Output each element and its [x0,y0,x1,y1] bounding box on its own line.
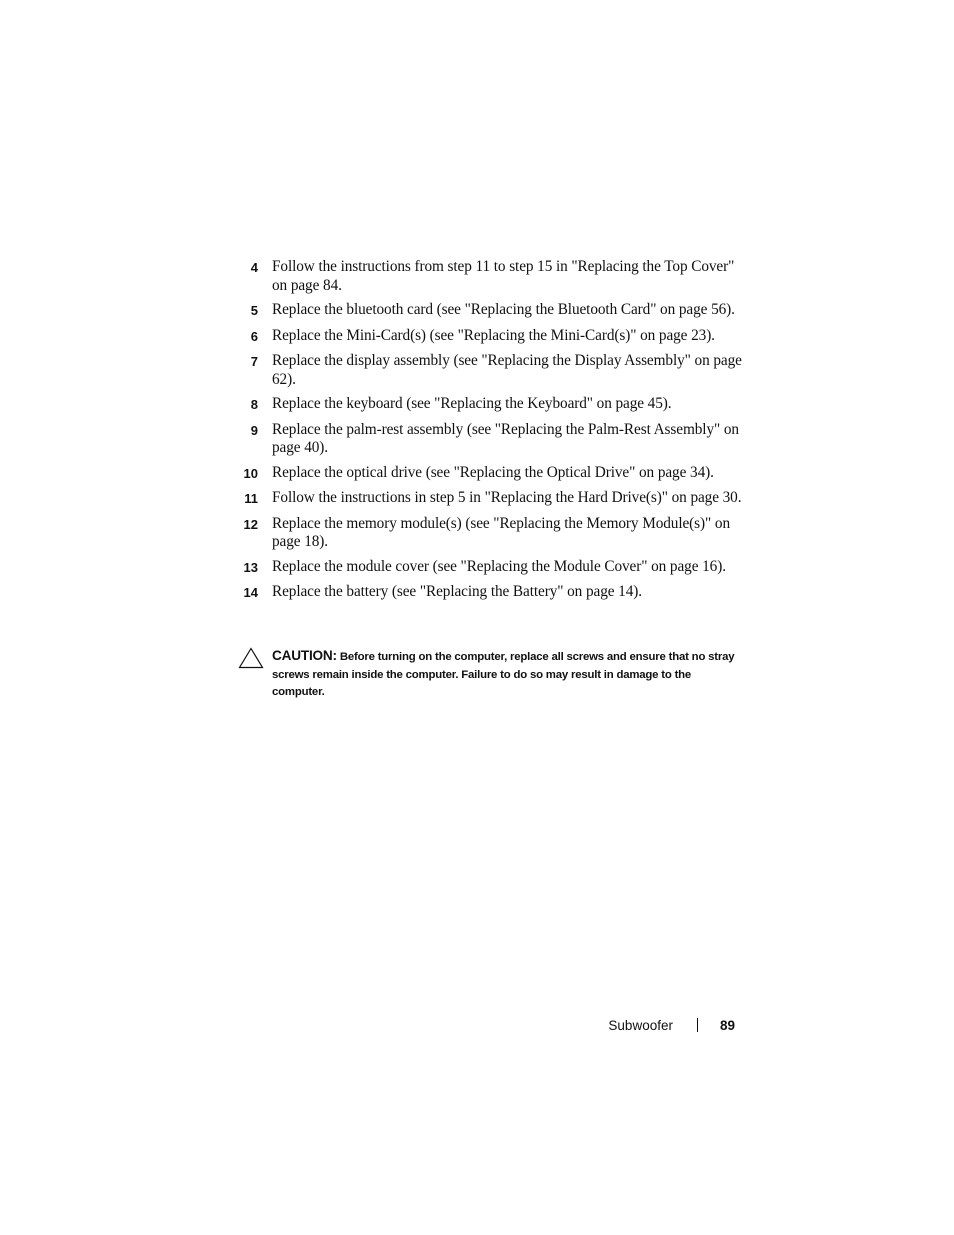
caution-label: CAUTION: [272,648,337,663]
step-text: Replace the display assembly (see "Replacing the Display Assembly" on page 62). [272,352,742,388]
step-number: 11 [244,491,258,506]
step-number: 7 [250,354,258,369]
step-text: Follow the instructions in step 5 in "Replacing the Hard Drive(s)" on page 30. [272,489,742,506]
step-text: Replace the keyboard (see "Replacing the Keyboard" on page 45). [272,395,672,412]
step-text: Replace the battery (see "Replacing the Battery" on page 14). [272,583,642,600]
step-number: 6 [250,328,258,344]
step-number: 5 [250,303,258,318]
step-text: Replace the palm-rest assembly (see "Replacing the Palm-Rest Assembly" on page 40). [272,420,739,456]
step-number: 4 [250,260,258,275]
step-item [232,464,752,484]
page-number: 89 [719,1017,735,1033]
step-item [232,258,752,295]
step-number: 14 [243,585,258,600]
footer-section-title: Subwoofer [608,1017,673,1033]
step-number: 13 [243,559,258,575]
step-text: Replace the memory module(s) (see "Replacing the Memory Module(s)" on page 18). [272,514,730,550]
step-number: 9 [250,422,258,438]
caution-body [272,647,738,702]
step-number: 10 [243,465,258,481]
step-number: 8 [250,397,258,412]
step-text: Replace the module cover (see "Replacing the Module Cover" on page 16). [272,557,726,575]
page-footer [560,1015,735,1035]
step-number: 12 [243,516,258,532]
procedure-steps [232,258,752,609]
step-item [232,489,752,509]
step-item [232,327,752,347]
footer-separator [697,1018,698,1032]
step-item [232,395,752,415]
step-text: Replace the bluetooth card (see "Replacing the Bluetooth Card" on page 56). [272,301,735,318]
step-item [232,352,752,389]
step-item [232,515,752,552]
step-text: Follow the instructions from step 11 to step 15 in "Replacing the Top Cover" on page 84. [272,258,735,294]
caution-text: Before turning on the computer, replace all screws and ensure that no stray screws remain inside the computer. Failure to do so may result in damage to the computer. [272,651,735,698]
warning-triangle-icon [238,647,264,669]
step-item [232,583,752,603]
caution-notice [238,647,738,702]
step-text: Replace the optical drive (see "Replacing the Optical Drive" on page 34). [272,463,714,481]
step-item [232,301,752,321]
step-item [232,558,752,578]
step-item [232,421,752,458]
step-text: Replace the Mini-Card(s) (see "Replacing the Mini-Card(s)" on page 23). [272,326,715,344]
